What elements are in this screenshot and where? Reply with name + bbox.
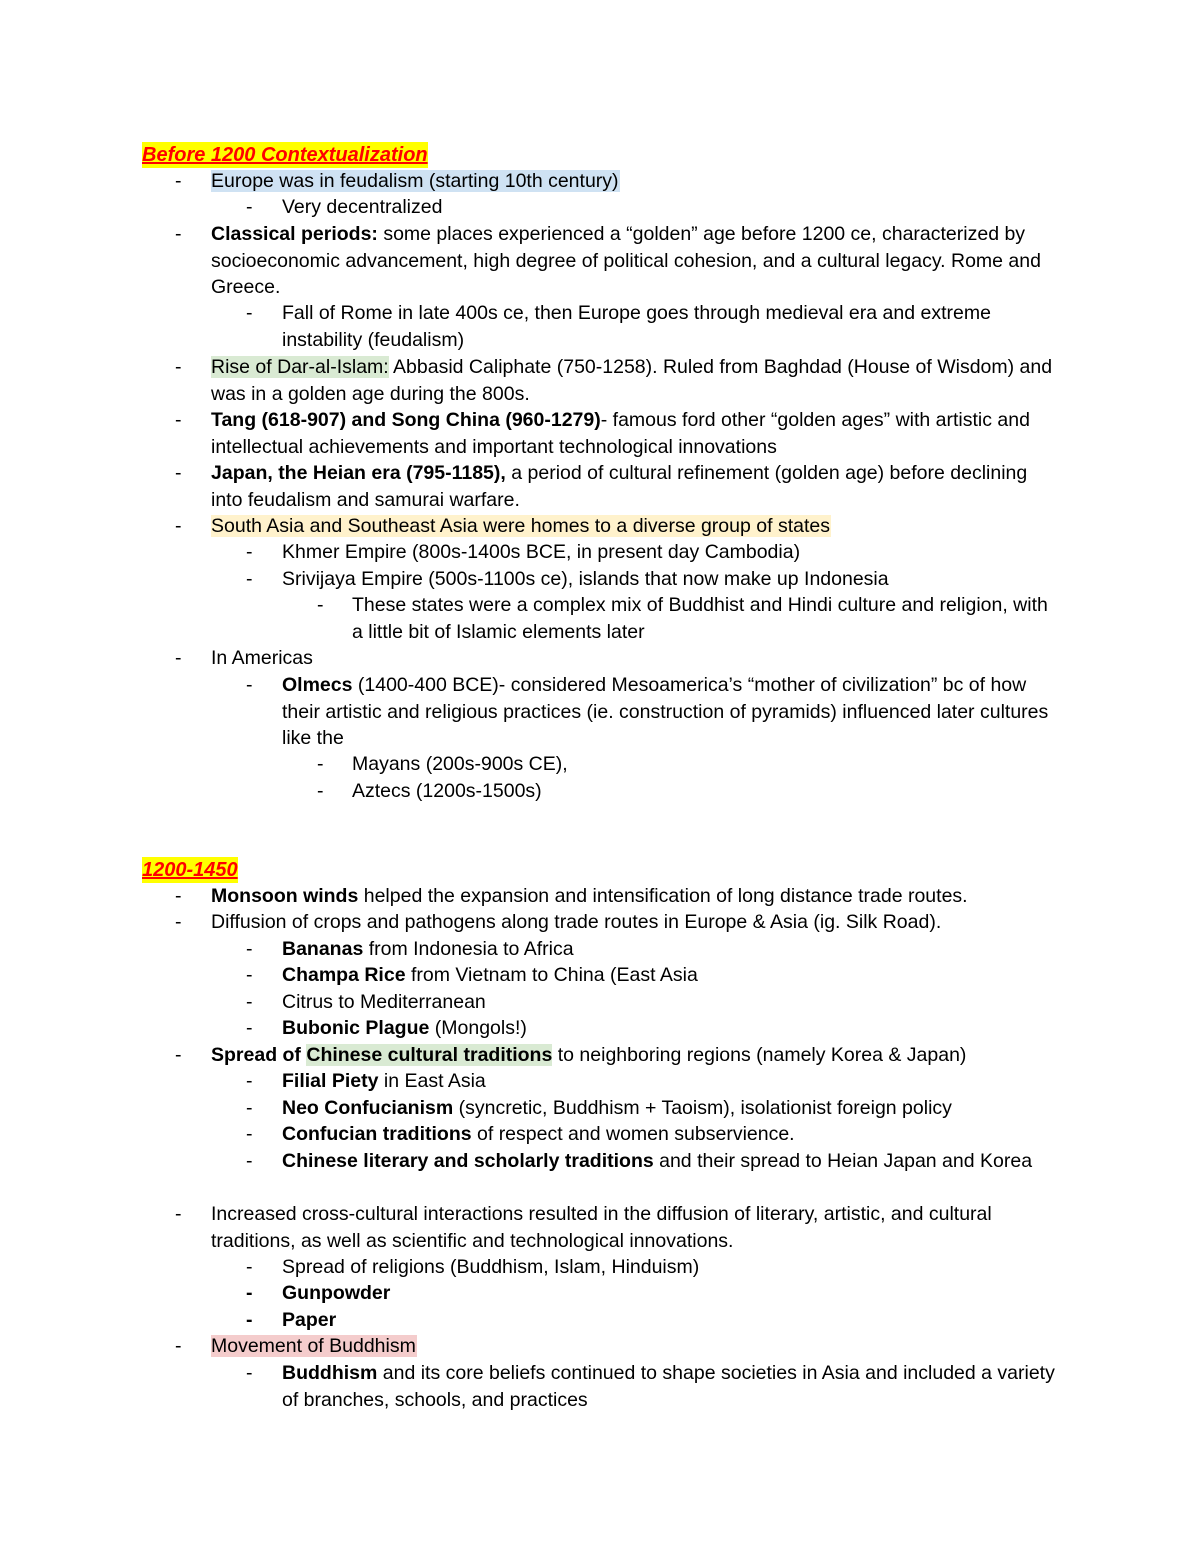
bullet-dash: - xyxy=(246,674,253,696)
bullet-dash: - xyxy=(246,1362,253,1384)
list-item-text xyxy=(211,407,1061,460)
text-run: Movement of Buddhism xyxy=(211,1335,416,1357)
list-item-text xyxy=(352,592,1052,645)
text-run: and their spread to Heian Japan and Korea xyxy=(653,1150,1033,1172)
bullet-dash: - xyxy=(317,780,324,802)
text-run: Abbasid Caliphate (750-1258). Ruled from Baghdad (House of Wisdom) and was in a golden age during the 800s. xyxy=(211,356,1053,405)
bullet-dash: - xyxy=(246,196,253,218)
bold-text: Classical periods: xyxy=(211,223,378,245)
list-item-text xyxy=(211,354,1061,407)
bullet-dash: - xyxy=(246,991,253,1013)
text-run: Citrus to Mediterranean xyxy=(282,991,486,1013)
list-item-text xyxy=(282,1068,1062,1095)
text-run: (1400-400 BCE)- considered Mesoamerica’s “mother of civilization” bc of how their artistic and religious practices (ie. construction of pyramids) influenced later cultures like the xyxy=(282,674,1049,749)
bold-text: Bubonic Plague xyxy=(282,1017,430,1039)
list-item-text xyxy=(282,1095,1062,1122)
text-run: from Indonesia to Africa xyxy=(363,938,574,960)
text-run: in East Asia xyxy=(378,1070,486,1092)
list-item-text xyxy=(282,566,1062,593)
bullet-dash: - xyxy=(246,568,253,590)
bold-text: Tang (618-907) and Song China (960-1279) xyxy=(211,409,601,431)
bold-text: Paper xyxy=(282,1309,337,1331)
bold-text: Spread of xyxy=(211,1044,307,1066)
text-run: Diffusion of crops and pathogens along trade routes in Europe & Asia (ig. Silk Road). xyxy=(211,911,942,933)
bullet-dash: - xyxy=(246,302,253,324)
list-item-text xyxy=(211,883,1061,910)
list-item-text xyxy=(282,936,1062,963)
bullet-dash: - xyxy=(246,1123,253,1145)
section-heading-before-1200: Before 1200 Contextualization xyxy=(142,144,428,166)
highlight-blue xyxy=(211,170,620,192)
list-item-text xyxy=(282,1307,1062,1334)
list-item-text xyxy=(352,778,1052,805)
list-item-text xyxy=(282,1121,1062,1148)
bullet-dash: - xyxy=(317,753,324,775)
bullet-dash: - xyxy=(175,1335,182,1357)
bold-text: Filial Piety xyxy=(282,1070,379,1092)
list-item-text xyxy=(282,539,1062,566)
bold-text: Gunpowder xyxy=(282,1282,391,1304)
list-item-text xyxy=(282,672,1062,752)
text-run: South Asia and Southeast Asia were homes to a diverse group of states xyxy=(211,515,830,537)
text-run: of respect and women subservience. xyxy=(471,1123,795,1145)
bullet-dash: - xyxy=(246,1097,253,1119)
list-item-text xyxy=(211,513,1061,540)
bullet-dash: - xyxy=(246,1309,253,1331)
bold-text: Japan, the Heian era (795-1185), xyxy=(211,462,506,484)
bullet-dash: - xyxy=(246,964,253,986)
list-item-text xyxy=(282,194,1062,221)
bullet-dash: - xyxy=(246,1070,253,1092)
list-item-text xyxy=(282,1360,1062,1413)
section-heading-1200-1450: 1200-1450 xyxy=(142,859,238,881)
bullet-dash: - xyxy=(246,1282,253,1304)
bold-text: Bananas xyxy=(282,938,364,960)
text-run: Increased cross-cultural interactions resulted in the diffusion of literary, artistic, and cultural traditions, as well as scientific and technological innovations. xyxy=(211,1203,992,1252)
bold-text: Confucian traditions xyxy=(282,1123,472,1145)
bullet-dash: - xyxy=(246,938,253,960)
bullet-dash: - xyxy=(175,462,182,484)
text-run: a period of cultural refinement (golden age) before declining into feudalism and samurai warfare. xyxy=(211,462,1028,511)
bullet-dash: - xyxy=(175,170,182,192)
highlighted-text: Chinese cultural traditions xyxy=(306,1044,553,1066)
text-run: (syncretic, Buddhism + Taoism), isolationist foreign policy xyxy=(453,1097,952,1119)
list-item-text xyxy=(211,1201,1061,1254)
bullet-dash: - xyxy=(175,409,182,431)
text-run: (Mongols!) xyxy=(429,1017,527,1039)
list-item-text xyxy=(211,460,1061,513)
list-item-text xyxy=(211,168,1061,195)
text-run: Mayans (200s-900s CE), xyxy=(352,753,568,775)
highlighted-text: Rise of Dar-al-Islam: xyxy=(211,356,389,378)
text-run: some places experienced a “golden” age before 1200 ce, characterized by socioeconomic advancement, high degree of political cohesion, and a cultural legacy. Rome and Greece. xyxy=(211,223,1041,298)
bullet-dash: - xyxy=(246,1256,253,1278)
list-item-text xyxy=(211,645,1061,672)
text-run: and its core beliefs continued to shape societies in Asia and included a variety of branches, schools, and practices xyxy=(282,1362,1055,1411)
text-run: Khmer Empire (800s-1400s BCE, in present day Cambodia) xyxy=(282,541,801,563)
bullet-dash: - xyxy=(246,1150,253,1172)
list-item-text xyxy=(282,300,1062,353)
list-item-text xyxy=(282,1015,1062,1042)
bold-text: Champa Rice xyxy=(282,964,406,986)
bullet-dash: - xyxy=(175,356,182,378)
text-run: In Americas xyxy=(211,647,313,669)
list-item-text xyxy=(211,221,1061,301)
list-item-text xyxy=(282,989,1062,1016)
text-run: to neighboring regions (namely Korea & Japan) xyxy=(552,1044,967,1066)
text-run: helped the expansion and intensification of long distance trade routes. xyxy=(358,885,968,907)
text-run: These states were a complex mix of Buddhist and Hindi culture and religion, with a little bit of Islamic elements later xyxy=(352,594,1048,643)
bullet-dash: - xyxy=(317,594,324,616)
list-item-text xyxy=(211,909,1061,936)
bold-text: Neo Confucianism xyxy=(282,1097,454,1119)
text-run: Very decentralized xyxy=(282,196,443,218)
text-run: Spread of religions (Buddhism, Islam, Hinduism) xyxy=(282,1256,700,1278)
list-item-text xyxy=(282,1280,1062,1307)
list-item-text xyxy=(282,1148,1062,1175)
text-run: Srivijaya Empire (500s-1100s ce), islands that now make up Indonesia xyxy=(282,568,889,590)
text-run: from Vietnam to China (East Asia xyxy=(405,964,698,986)
list-item-text xyxy=(211,1042,1061,1069)
bullet-dash: - xyxy=(175,1044,182,1066)
list-item-text xyxy=(282,962,1062,989)
bullet-dash: - xyxy=(175,223,182,245)
highlight-yellow xyxy=(211,515,831,537)
bullet-dash: - xyxy=(246,1017,253,1039)
bold-text: Chinese literary and scholarly traditions xyxy=(282,1150,654,1172)
bullet-dash: - xyxy=(175,885,182,907)
bold-text: Buddhism xyxy=(282,1362,378,1384)
text-run: Aztecs (1200s-1500s) xyxy=(352,780,542,802)
list-item-text xyxy=(282,1254,1062,1281)
bold-text: Monsoon winds xyxy=(211,885,359,907)
bullet-dash: - xyxy=(175,911,182,933)
list-item-text xyxy=(211,1333,1061,1360)
bullet-dash: - xyxy=(246,541,253,563)
list-item-text xyxy=(352,751,1052,778)
highlight-pink xyxy=(211,1335,417,1357)
bullet-dash: - xyxy=(175,515,182,537)
text-run: Fall of Rome in late 400s ce, then Europe goes through medieval era and extreme instability (feudalism) xyxy=(282,302,991,351)
text-run: - famous ford other “golden ages” with artistic and intellectual achievements and important technological innovations xyxy=(211,409,1030,458)
bullet-dash: - xyxy=(175,647,182,669)
text-run: Europe was in feudalism (starting 10th century) xyxy=(211,170,619,192)
bold-text: Olmecs xyxy=(282,674,353,696)
bullet-dash: - xyxy=(175,1203,182,1225)
